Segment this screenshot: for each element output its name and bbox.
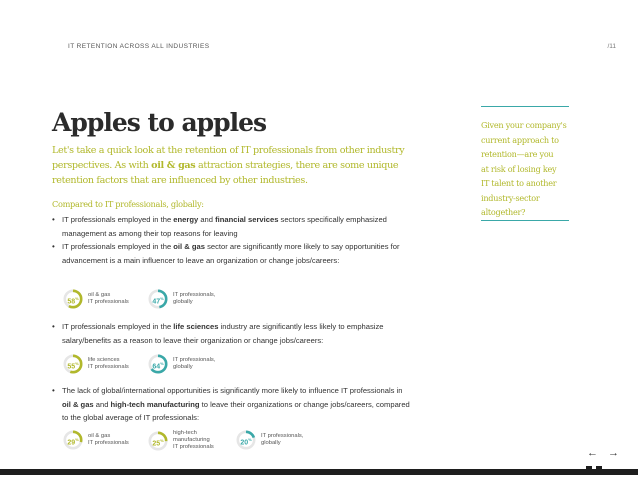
stat-label bbox=[173, 430, 233, 451]
bullet-segment: and bbox=[198, 215, 216, 224]
bullet-dot: • bbox=[52, 322, 55, 331]
stat-unit: % bbox=[75, 296, 79, 301]
stat-unit: % bbox=[75, 361, 79, 366]
page-headline: Apples to apples bbox=[52, 108, 267, 137]
bullet-emphasis: financial services bbox=[215, 215, 279, 224]
stat-label-line: IT professionals, bbox=[173, 357, 216, 363]
stat-number: 55 bbox=[67, 363, 76, 371]
stat-label bbox=[88, 292, 148, 306]
stat-ring bbox=[63, 289, 83, 309]
stat-number: 20 bbox=[240, 439, 249, 447]
stat-oil-gas-global-opps bbox=[63, 430, 148, 450]
stat-unit: % bbox=[160, 437, 164, 443]
stat-global-salary bbox=[148, 354, 233, 374]
stat-unit: % bbox=[160, 361, 164, 366]
sidebar-rule-top bbox=[481, 106, 569, 107]
stat-label bbox=[88, 433, 148, 447]
sidebar-line: industry-sector bbox=[481, 192, 540, 203]
stat-global-global-opps bbox=[236, 430, 321, 450]
arrow-right-icon[interactable]: → bbox=[608, 447, 619, 459]
stat-number: 58 bbox=[67, 298, 76, 306]
stat-life-sciences-salary bbox=[63, 354, 148, 374]
stat-label-line: high-tech bbox=[173, 430, 197, 436]
compared-label: Compared to IT professionals, globally: bbox=[52, 199, 204, 209]
footer-bar bbox=[0, 469, 638, 475]
bullet-text bbox=[52, 213, 412, 240]
sidebar-rule-bottom bbox=[481, 220, 569, 221]
stat-label-line: life sciences bbox=[88, 357, 120, 363]
stat-value bbox=[63, 430, 83, 450]
bullet-emphasis: high-tech manufacturing bbox=[110, 399, 200, 409]
stat-oil-gas-advancement bbox=[63, 289, 148, 309]
stat-hightech-global-opps bbox=[148, 430, 233, 451]
bullet-segment: sectors specifically emphasized management as among their top reasons for leaving bbox=[62, 215, 387, 238]
stat-label-line: IT professionals, bbox=[261, 433, 304, 439]
stat-label-line: globally bbox=[261, 440, 281, 446]
stat-number: 29 bbox=[67, 439, 76, 447]
stat-label bbox=[88, 357, 148, 371]
bullet-dot: • bbox=[52, 386, 55, 395]
bullet-segment: The lack of global/international opportunities is significantly more likely to influence IT professionals in bbox=[62, 386, 403, 395]
stat-ring bbox=[148, 431, 168, 451]
bullet-segment: IT professionals employed in the bbox=[62, 215, 174, 224]
bullet-oil-gas-advancement bbox=[52, 240, 412, 267]
stat-value bbox=[63, 289, 83, 309]
stat-ring bbox=[63, 430, 83, 450]
stat-global-advancement bbox=[148, 289, 233, 309]
stat-label bbox=[173, 292, 233, 306]
stat-ring bbox=[236, 430, 256, 450]
bullet-emphasis: life sciences bbox=[173, 322, 219, 331]
stat-label bbox=[173, 357, 233, 371]
stat-ring bbox=[63, 354, 83, 374]
sidebar-line: IT talent to another bbox=[481, 178, 557, 188]
sidebar-line: current approach to bbox=[481, 134, 559, 145]
stat-label-line: globally bbox=[173, 364, 193, 370]
stat-number: 47 bbox=[152, 298, 161, 306]
bullet-life-sciences bbox=[52, 320, 412, 347]
stat-label bbox=[261, 433, 321, 447]
stat-label-line: IT professionals bbox=[173, 444, 214, 450]
sidebar-line: at risk of losing key bbox=[481, 163, 557, 174]
intro-text-after: attraction strategies, there are some unique retention factors that are influenced by other industries. bbox=[52, 160, 399, 186]
stat-label-line: IT professionals bbox=[88, 440, 129, 446]
stat-value bbox=[63, 354, 83, 374]
stat-label-line: IT professionals bbox=[88, 299, 129, 305]
sidebar-line: Given your company's bbox=[481, 120, 567, 130]
bullet-segment: sector are significantly more likely to say opportunities for advancement is a main influencer to leave an organization or change jobs/careers: bbox=[62, 242, 400, 265]
bullet-segment: industry are significantly less likely to emphasize salary/benefits as a reason to leave their organization or change jobs/careers: bbox=[62, 322, 384, 345]
bullet-emphasis: oil & gas bbox=[173, 242, 205, 251]
stat-number: 25 bbox=[152, 439, 161, 447]
bullet-dot: • bbox=[52, 215, 55, 224]
bullet-segment: IT professionals employed in the bbox=[62, 242, 174, 251]
stat-number: 64 bbox=[152, 363, 161, 371]
stat-ring bbox=[148, 354, 168, 374]
stat-value bbox=[148, 289, 168, 309]
stat-label-line: globally bbox=[173, 299, 193, 305]
stat-ring bbox=[148, 289, 168, 309]
stat-value bbox=[236, 430, 256, 450]
bullet-segment: to leave their organizations or change jobs/careers, compared to the global average of IT professionals: bbox=[62, 399, 410, 422]
bullet-text bbox=[52, 320, 412, 347]
stat-label-line: IT professionals, bbox=[173, 292, 216, 298]
intro-text-bold: oil & gas bbox=[151, 160, 196, 171]
bullet-segment: and bbox=[93, 399, 111, 409]
sidebar-line: retention—are you bbox=[481, 149, 554, 159]
intro-paragraph bbox=[52, 143, 424, 188]
stat-label-line: oil & gas bbox=[88, 292, 111, 298]
intro-text-before: Let's take a quick look at the retention of IT professionals from other industry perspectives. As with bbox=[52, 145, 405, 171]
sidebar-line: altogether? bbox=[481, 207, 526, 217]
stat-unit: % bbox=[160, 296, 164, 301]
bullet-segment: IT professionals employed in the bbox=[62, 322, 174, 331]
section-title: IT RETENTION ACROSS ALL INDUSTRIES bbox=[68, 43, 210, 50]
stat-label-line: manufacturing bbox=[173, 437, 210, 443]
bullet-text bbox=[52, 384, 412, 425]
stat-value bbox=[148, 354, 168, 374]
stat-label-line: IT professionals bbox=[88, 364, 129, 370]
bullet-energy-financial bbox=[52, 213, 412, 240]
bullet-emphasis: oil & gas bbox=[62, 399, 94, 409]
stat-label-line: oil & gas bbox=[88, 433, 111, 439]
bullet-text bbox=[52, 240, 412, 267]
arrow-left-icon[interactable]: ← bbox=[587, 447, 598, 459]
sidebar-callout bbox=[481, 118, 573, 220]
page-number: /11 bbox=[607, 43, 616, 50]
stat-unit: % bbox=[75, 437, 79, 442]
bullet-dot: • bbox=[52, 242, 55, 251]
stat-value bbox=[148, 431, 168, 451]
bullet-emphasis: energy bbox=[173, 215, 199, 224]
stat-unit: % bbox=[248, 437, 252, 442]
bullet-global-opportunities bbox=[52, 384, 412, 425]
